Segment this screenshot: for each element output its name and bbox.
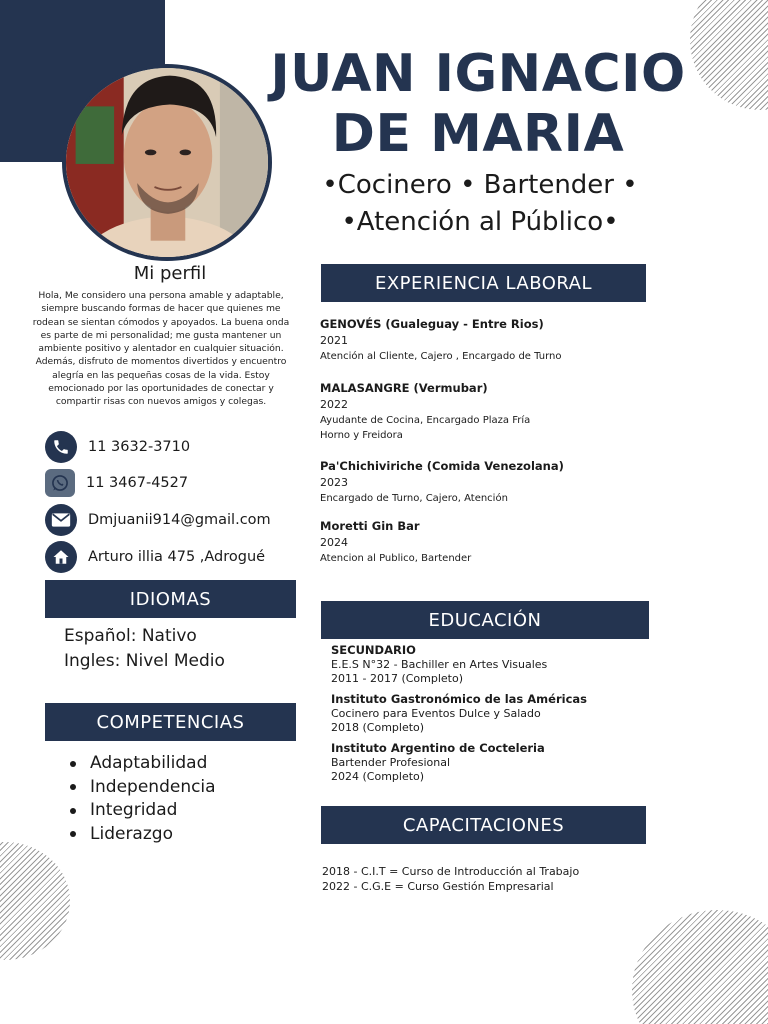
phone-number: 11 3632-3710 bbox=[88, 439, 191, 455]
job-title: Moretti Gin Bar bbox=[320, 519, 420, 533]
job-title: MALASANGRE (Vermubar) bbox=[320, 381, 488, 395]
hatched-circle-decoration bbox=[632, 910, 768, 1024]
education-title: Instituto Argentino de Cocteleria bbox=[331, 741, 545, 755]
skill-item: Integridad bbox=[70, 799, 216, 823]
contact-phone bbox=[45, 431, 190, 463]
education-entry bbox=[331, 692, 651, 734]
person-name bbox=[258, 44, 698, 164]
job-year: 2023 bbox=[320, 476, 348, 489]
education-title: SECUNDARIO bbox=[331, 643, 416, 657]
education-entry bbox=[331, 741, 651, 783]
profile-photo bbox=[62, 64, 272, 261]
skills-list bbox=[70, 752, 216, 846]
job-description: Atención al Cliente, Cajero , Encargado de Turno bbox=[320, 351, 562, 362]
job-title: Pa'Chichiviriche (Comida Venezolana) bbox=[320, 459, 564, 473]
skill-item: Independencia bbox=[70, 776, 216, 800]
job-year: 2022 bbox=[320, 398, 348, 411]
profile-heading: Mi perfil bbox=[133, 263, 207, 284]
job-year: 2021 bbox=[320, 334, 348, 347]
bullet-icon bbox=[70, 784, 76, 790]
whatsapp-icon bbox=[45, 469, 75, 497]
skill-item: Liderazgo bbox=[70, 823, 216, 847]
education-entry bbox=[331, 643, 651, 685]
contact-email bbox=[45, 504, 271, 536]
bullet-icon bbox=[70, 808, 76, 814]
job-titles-line-2: •Atención al Público• bbox=[341, 207, 619, 237]
education-detail: Cocinero para Eventos Dulce y Salado bbox=[331, 707, 541, 720]
job-titles-line-1: •Cocinero • Bartender • bbox=[322, 170, 638, 200]
job-entry bbox=[320, 458, 650, 506]
home-address: Arturo illia 475 ,Adrogué bbox=[88, 549, 266, 565]
name-line-1: JUAN IGNACIO bbox=[270, 44, 686, 104]
bullet-icon bbox=[70, 831, 76, 837]
languages-heading: IDIOMAS bbox=[45, 580, 296, 618]
job-description: Encargado de Turno, Cajero, Atención bbox=[320, 493, 508, 504]
profile-description: Hola, Me considero una persona amable y adaptable, siempre buscando formas de hacer que quienes me rodean se sientan cómodos y apoyados. La buena onda es parte de mi personalidad; me gusta mantener un ambiente positivo y alentador en cualquier situación. Además, disfruto de momentos divertidos y encuentro alegría en las pequeñas cosas de la vida. Estoy emocionado por las oportunidades de conectar y compartir risas con nuevos amigos y colegas. bbox=[32, 290, 290, 408]
hatched-circle-decoration bbox=[0, 842, 70, 960]
education-heading: EDUCACIÓN bbox=[321, 601, 649, 639]
home-icon bbox=[45, 541, 77, 573]
email-icon bbox=[45, 504, 77, 536]
bullet-icon bbox=[70, 761, 76, 767]
skill-item: Adaptabilidad bbox=[70, 752, 216, 776]
name-line-2: DE MARIA bbox=[331, 104, 625, 164]
education-detail: 2018 (Completo) bbox=[331, 720, 425, 734]
job-title: GENOVÉS (Gualeguay - Entre Rios) bbox=[320, 317, 544, 331]
training-item: 2018 - C.I.T = Curso de Introducción al Trabajo bbox=[322, 865, 580, 878]
education-detail: 2024 (Completo) bbox=[331, 769, 425, 783]
job-entry bbox=[320, 380, 650, 443]
training-heading: CAPACITACIONES bbox=[321, 806, 646, 844]
contact-address bbox=[45, 541, 265, 573]
education-title: Instituto Gastronómico de las Américas bbox=[331, 692, 587, 706]
phone-icon bbox=[45, 431, 77, 463]
email-address: Dmjuanii914@gmail.com bbox=[88, 512, 271, 528]
job-year: 2024 bbox=[320, 536, 348, 549]
job-entry bbox=[320, 518, 650, 566]
education-detail: Bartender Profesional bbox=[331, 756, 451, 769]
education-detail: 2011 - 2017 (Completo) bbox=[331, 671, 464, 685]
language-item: Español: Nativo bbox=[64, 626, 197, 646]
job-description: Ayudante de Cocina, Encargado Plaza Fría Horno y Freidora bbox=[320, 415, 531, 441]
hatched-circle-decoration bbox=[690, 0, 768, 110]
contact-whatsapp bbox=[45, 467, 188, 499]
experience-heading: EXPERIENCIA LABORAL bbox=[321, 264, 646, 302]
skills-heading: COMPETENCIAS bbox=[45, 703, 296, 741]
job-entry bbox=[320, 316, 650, 364]
whatsapp-number: 11 3467-4527 bbox=[86, 475, 189, 491]
job-description: Atencion al Publico, Bartender bbox=[320, 553, 472, 564]
education-detail: E.E.S N°32 - Bachiller en Artes Visuales bbox=[331, 658, 548, 671]
language-item: Ingles: Nivel Medio bbox=[64, 651, 225, 671]
training-item: 2022 - C.G.E = Curso Gestión Empresarial bbox=[322, 880, 554, 893]
